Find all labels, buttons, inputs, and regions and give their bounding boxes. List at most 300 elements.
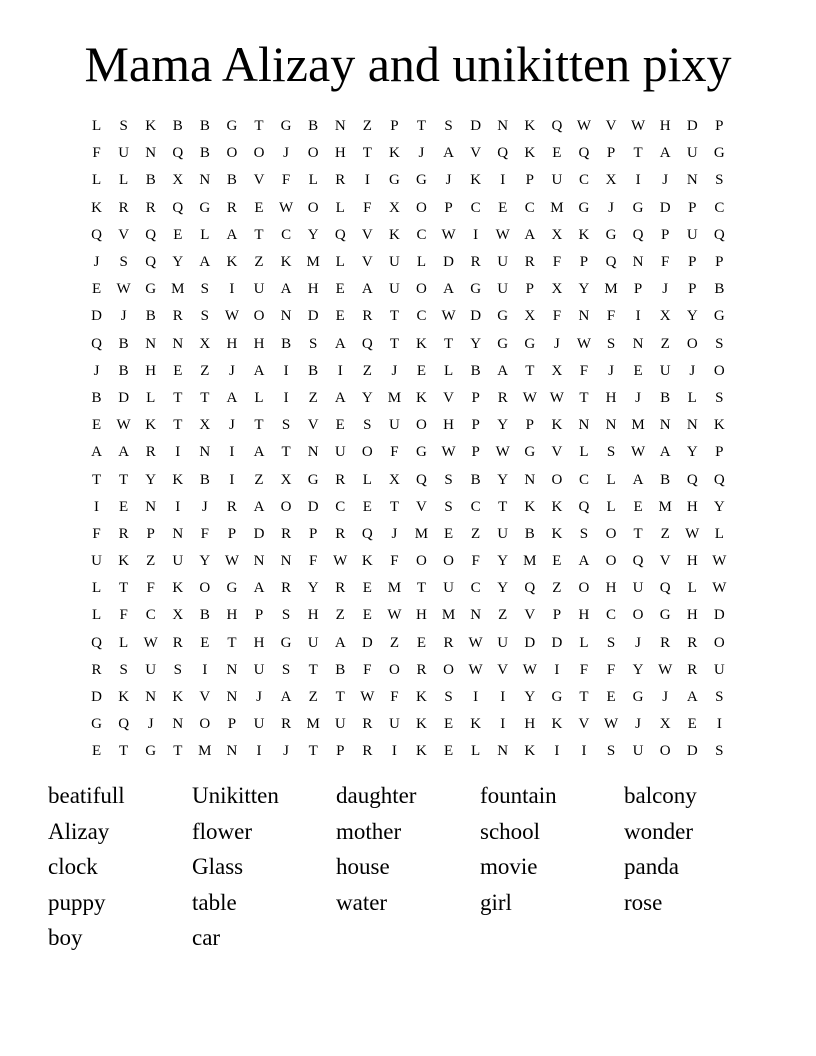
grid-cell: M: [523, 553, 537, 570]
grid-cell: R: [335, 471, 346, 488]
grid-cell: L: [119, 172, 129, 189]
grid-cell: N: [524, 471, 536, 488]
grid-cell: E: [173, 226, 183, 243]
grid-cell: Y: [497, 417, 509, 434]
grid-cell: F: [92, 145, 101, 162]
grid-cell: O: [199, 580, 211, 597]
grid-cell: W: [468, 634, 483, 651]
grid-cell: G: [416, 172, 427, 189]
grid-cell: J: [391, 525, 398, 542]
grid-cell: A: [632, 471, 644, 488]
grid-cell: R: [281, 525, 292, 542]
grid-cell: L: [443, 362, 454, 379]
grid-cell: Z: [498, 607, 508, 624]
grid-cell: L: [687, 389, 697, 406]
grid-row: [83, 412, 733, 439]
grid-cell: N: [145, 689, 157, 706]
grid-cell: W: [712, 553, 727, 570]
grid-cell: Q: [524, 580, 536, 597]
grid-cell: K: [551, 716, 563, 733]
grid-cell: R: [226, 498, 237, 515]
grid-cell: F: [92, 525, 101, 542]
grid-cell: B: [335, 661, 346, 678]
grid-cell: J: [662, 689, 669, 706]
grid-cell: E: [498, 199, 508, 216]
grid-cell: J: [391, 362, 398, 379]
grid-cell: E: [552, 553, 562, 570]
grid-row: [83, 276, 733, 303]
grid-cell: F: [390, 689, 399, 706]
grid-cell: H: [686, 553, 698, 570]
word-list-item: daughter: [336, 783, 417, 808]
grid-cell: S: [715, 743, 724, 760]
grid-cell: O: [416, 281, 427, 298]
grid-cell: I: [283, 362, 289, 379]
grid-cell: G: [605, 226, 617, 243]
grid-cell: L: [687, 580, 697, 597]
grid-cell: C: [145, 607, 156, 624]
grid-cell: E: [552, 145, 562, 162]
grid-cell: S: [281, 417, 291, 434]
grid-cell: G: [145, 743, 157, 760]
grid-cell: C: [416, 226, 427, 243]
grid-cell: I: [554, 743, 560, 760]
grid-cell: M: [306, 254, 320, 271]
grid-cell: O: [713, 362, 725, 379]
grid-cell: Q: [713, 471, 725, 488]
grid-cell: O: [416, 199, 427, 216]
grid-row: [83, 113, 733, 140]
grid-cell: A: [443, 281, 454, 298]
grid-cell: W: [116, 281, 131, 298]
grid-cell: D: [551, 634, 563, 651]
grid-cell: O: [307, 145, 319, 162]
word-list-item: flower: [192, 818, 253, 844]
grid-cell: T: [389, 498, 399, 515]
grid-cell: E: [91, 281, 102, 298]
grid-cell: Z: [254, 471, 264, 488]
grid-cell: P: [471, 389, 480, 406]
grid-cell: F: [390, 444, 399, 461]
grid-row: [83, 548, 733, 575]
grid-cell: T: [416, 580, 427, 597]
grid-cell: P: [633, 281, 643, 298]
grid-cell: U: [91, 553, 102, 570]
grid-cell: D: [361, 634, 373, 651]
grid-cell: H: [578, 607, 590, 624]
grid-cell: R: [497, 389, 508, 406]
word-list-item: clock: [48, 854, 98, 880]
grid-cell: W: [576, 118, 592, 135]
grid-cell: S: [281, 607, 291, 624]
grid-cell: V: [605, 118, 617, 135]
grid-cell: Y: [713, 498, 725, 515]
grid-cell: R: [443, 634, 454, 651]
grid-cell: L: [91, 607, 102, 624]
grid-cell: W: [712, 580, 727, 597]
grid-cell: U: [388, 281, 400, 298]
grid-cell: T: [416, 118, 427, 135]
grid-cell: D: [118, 389, 130, 406]
grid-cell: E: [606, 689, 616, 706]
grid-cell: S: [715, 389, 724, 406]
grid-cell: U: [632, 743, 644, 760]
grid-cell: G: [632, 689, 644, 706]
grid-cell: C: [335, 498, 346, 515]
grid-cell: U: [118, 145, 130, 162]
grid-cell: S: [444, 689, 453, 706]
grid-cell: Y: [686, 308, 698, 325]
grid-cell: M: [631, 417, 645, 434]
grid-cell: N: [605, 417, 617, 434]
grid-cell: Q: [91, 226, 102, 243]
grid-cell: V: [253, 172, 265, 189]
grid-cell: T: [119, 580, 129, 597]
grid-cell: W: [387, 607, 402, 624]
grid-cell: G: [145, 281, 157, 298]
grid-cell: I: [554, 661, 560, 678]
grid-cell: K: [361, 553, 373, 570]
grid-cell: M: [387, 389, 402, 406]
grid-cell: T: [443, 335, 454, 352]
grid-cell: V: [118, 226, 130, 243]
grid-cell: K: [416, 335, 427, 352]
grid-cell: Q: [172, 145, 184, 162]
grid-cell: I: [635, 308, 641, 325]
grid-cell: U: [388, 716, 400, 733]
word-list-item: wonder: [624, 818, 693, 844]
grid-cell: F: [146, 580, 155, 597]
grid-cell: D: [443, 254, 454, 271]
word-list-item: Alizay: [48, 818, 110, 844]
grid-cell: S: [363, 417, 372, 434]
grid-cell: N: [226, 661, 238, 678]
grid-cell: I: [256, 743, 262, 760]
grid-cell: N: [497, 118, 509, 135]
grid-cell: L: [119, 634, 129, 651]
grid-cell: Q: [91, 335, 102, 352]
grid-cell: R: [145, 199, 156, 216]
grid-cell: I: [473, 689, 479, 706]
grid-cell: W: [495, 226, 510, 243]
grid-cell: K: [551, 525, 563, 542]
grid-cell: E: [416, 634, 427, 651]
grid-cell: L: [606, 471, 616, 488]
grid-cell: R: [118, 199, 129, 216]
grid-cell: U: [632, 580, 644, 597]
grid-cell: R: [118, 525, 129, 542]
grid-cell: K: [388, 226, 400, 243]
grid-cell: L: [91, 118, 102, 135]
word-list: [48, 778, 778, 956]
grid-cell: Y: [524, 689, 536, 706]
grid-cell: K: [524, 118, 536, 135]
grid-cell: P: [606, 145, 616, 162]
grid-cell: I: [500, 716, 506, 733]
grid-cell: K: [551, 417, 563, 434]
grid-cell: D: [470, 118, 482, 135]
grid-cell: S: [200, 308, 210, 325]
grid-cell: X: [172, 607, 184, 624]
grid-row: [83, 466, 733, 493]
grid-cell: U: [388, 254, 400, 271]
grid-cell: D: [470, 308, 482, 325]
grid-cell: Q: [578, 145, 590, 162]
grid-cell: J: [229, 362, 235, 379]
grid-cell: V: [551, 444, 563, 461]
grid-cell: H: [605, 389, 617, 406]
grid-cell: O: [686, 335, 698, 352]
grid-cell: V: [361, 254, 373, 271]
grid-cell: A: [361, 281, 373, 298]
grid-cell: D: [91, 689, 102, 706]
grid-cell: L: [91, 172, 102, 189]
grid-cell: S: [119, 118, 128, 135]
grid-cell: J: [283, 743, 289, 760]
grid-cell: H: [334, 145, 346, 162]
word-list-item: beatifull: [48, 783, 125, 808]
grid-cell: W: [495, 444, 510, 461]
grid-cell: O: [713, 634, 725, 651]
grid-cell: J: [608, 362, 614, 379]
grid-cell: Q: [145, 254, 157, 271]
grid-cell: R: [281, 716, 292, 733]
grid-cell: Q: [578, 498, 590, 515]
grid-cell: Y: [307, 226, 319, 243]
grid-cell: S: [281, 661, 291, 678]
grid-cell: S: [579, 525, 589, 542]
grid-cell: K: [713, 417, 725, 434]
grid-cell: G: [470, 281, 482, 298]
grid-cell: W: [468, 661, 483, 678]
grid-cell: Q: [118, 716, 130, 733]
grid-cell: R: [281, 580, 292, 597]
grid-cell: Z: [308, 389, 318, 406]
grid-cell: O: [605, 525, 617, 542]
grid-cell: P: [688, 199, 697, 216]
grid-cell: N: [659, 417, 671, 434]
grid-cell: O: [443, 553, 454, 570]
grid-cell: L: [335, 254, 345, 271]
grid-cell: L: [714, 525, 724, 542]
grid-cell: K: [416, 389, 427, 406]
grid-cell: X: [659, 716, 671, 733]
grid-cell: G: [388, 172, 400, 189]
grid-row: [83, 331, 733, 358]
grid-cell: B: [470, 471, 481, 488]
grid-cell: E: [443, 716, 454, 733]
grid-cell: L: [146, 389, 156, 406]
word-list-item: movie: [480, 854, 538, 880]
grid-cell: O: [659, 743, 671, 760]
grid-cell: A: [118, 444, 130, 461]
grid-cell: G: [307, 471, 319, 488]
grid-cell: J: [635, 634, 642, 651]
grid-cell: P: [661, 226, 670, 243]
grid-cell: U: [497, 281, 509, 298]
grid-row: [83, 630, 733, 657]
grid-cell: P: [525, 172, 534, 189]
grid-cell: H: [226, 607, 238, 624]
grid-row: [83, 602, 733, 629]
grid-cell: V: [578, 716, 590, 733]
grid-cell: L: [200, 226, 210, 243]
grid-cell: R: [91, 661, 102, 678]
grid-cell: E: [362, 607, 372, 624]
grid-cell: B: [118, 362, 129, 379]
grid-cell: H: [145, 362, 157, 379]
grid-cell: Q: [91, 634, 102, 651]
grid-cell: N: [497, 743, 509, 760]
grid-cell: F: [281, 172, 291, 189]
grid-cell: H: [605, 580, 617, 597]
grid-cell: X: [388, 471, 400, 488]
grid-cell: M: [387, 580, 402, 597]
grid-cell: N: [199, 444, 211, 461]
grid-cell: U: [686, 145, 698, 162]
grid-cell: A: [334, 389, 346, 406]
grid-cell: A: [199, 254, 211, 271]
grid-cell: E: [633, 362, 643, 379]
grid-cell: H: [416, 607, 427, 624]
grid-cell: R: [335, 580, 346, 597]
grid-cell: U: [388, 417, 400, 434]
grid-cell: E: [119, 498, 129, 515]
grid-cell: B: [172, 118, 183, 135]
grid-cell: B: [118, 335, 129, 352]
grid-row: [83, 711, 733, 738]
grid-cell: W: [143, 634, 158, 651]
grid-cell: T: [389, 335, 399, 352]
grid-cell: M: [414, 525, 429, 542]
grid-cell: O: [388, 661, 400, 678]
word-list-item: boy: [48, 925, 83, 951]
grid-cell: N: [172, 335, 184, 352]
grid-cell: P: [146, 525, 155, 542]
word-list-item: balcony: [624, 783, 697, 808]
grid-cell: S: [444, 118, 453, 135]
grid-cell: N: [172, 525, 184, 542]
grid-cell: W: [631, 118, 646, 135]
grid-cell: K: [145, 417, 157, 434]
grid-cell: O: [307, 199, 319, 216]
grid-cell: V: [307, 417, 319, 434]
grid-cell: V: [199, 689, 211, 706]
grid-cell: W: [441, 444, 456, 461]
grid-cell: B: [145, 172, 156, 189]
grid-row: [83, 738, 733, 765]
grid-cell: S: [308, 335, 318, 352]
grid-cell: Q: [659, 580, 671, 597]
grid-cell: A: [280, 689, 292, 706]
grid-cell: B: [714, 281, 725, 298]
grid-cell: E: [335, 308, 345, 325]
grid-cell: N: [578, 308, 590, 325]
grid-cell: P: [552, 607, 562, 624]
grid-cell: R: [172, 634, 183, 651]
grid-cell: B: [281, 335, 292, 352]
grid-cell: V: [361, 226, 373, 243]
grid-cell: H: [226, 335, 238, 352]
grid-cell: Q: [632, 226, 644, 243]
grid-cell: D: [659, 199, 671, 216]
grid-cell: P: [254, 607, 264, 624]
grid-cell: H: [686, 607, 698, 624]
grid-cell: R: [362, 308, 373, 325]
grid-cell: M: [198, 743, 212, 760]
grid-cell: Y: [497, 553, 509, 570]
grid-cell: W: [603, 716, 619, 733]
word-list-item: fountain: [480, 783, 557, 808]
grid-cell: O: [416, 417, 427, 434]
letter-grid: [83, 113, 733, 766]
grid-cell: A: [91, 444, 102, 461]
grid-cell: I: [716, 716, 722, 733]
grid-cell: P: [715, 444, 724, 461]
grid-cell: K: [470, 172, 482, 189]
grid-cell: H: [307, 281, 319, 298]
word-list-item: panda: [624, 854, 679, 880]
grid-cell: K: [388, 145, 400, 162]
grid-cell: S: [715, 689, 724, 706]
grid-cell: G: [497, 308, 509, 325]
grid-cell: U: [172, 553, 184, 570]
grid-cell: W: [116, 417, 131, 434]
grid-cell: O: [226, 145, 238, 162]
grid-cell: H: [307, 607, 319, 624]
grid-cell: T: [308, 661, 318, 678]
grid-cell: L: [254, 389, 264, 406]
grid-cell: G: [199, 199, 211, 216]
grid-cell: D: [524, 634, 536, 651]
word-list-item: Unikitten: [192, 783, 279, 808]
grid-cell: R: [416, 661, 427, 678]
grid-cell: J: [283, 145, 289, 162]
grid-cell: S: [173, 661, 182, 678]
grid-cell: G: [551, 689, 563, 706]
grid-row: [83, 358, 733, 385]
grid-cell: J: [689, 362, 696, 379]
grid-cell: T: [579, 689, 589, 706]
grid-row: [83, 249, 733, 276]
grid-cell: I: [283, 389, 289, 406]
grid-cell: Y: [497, 580, 509, 597]
grid-cell: Y: [497, 471, 509, 488]
grid-cell: L: [579, 444, 589, 461]
grid-cell: A: [659, 145, 671, 162]
grid-cell: B: [660, 389, 671, 406]
grid-cell: W: [631, 444, 646, 461]
grid-cell: T: [227, 634, 237, 651]
grid-cell: L: [416, 254, 427, 271]
grid-cell: I: [202, 661, 208, 678]
grid-cell: U: [497, 254, 509, 271]
grid-cell: V: [659, 553, 671, 570]
grid-cell: Z: [308, 689, 318, 706]
grid-cell: E: [335, 417, 345, 434]
grid-cell: R: [335, 172, 346, 189]
grid-cell: E: [443, 743, 454, 760]
grid-cell: Q: [713, 226, 725, 243]
grid-cell: N: [199, 172, 211, 189]
grid-cell: S: [200, 281, 210, 298]
word-list-item: girl: [480, 889, 512, 915]
grid-cell: S: [119, 661, 128, 678]
grid-cell: R: [335, 525, 346, 542]
grid-cell: T: [119, 471, 129, 488]
grid-cell: W: [360, 689, 375, 706]
grid-cell: Q: [361, 335, 373, 352]
